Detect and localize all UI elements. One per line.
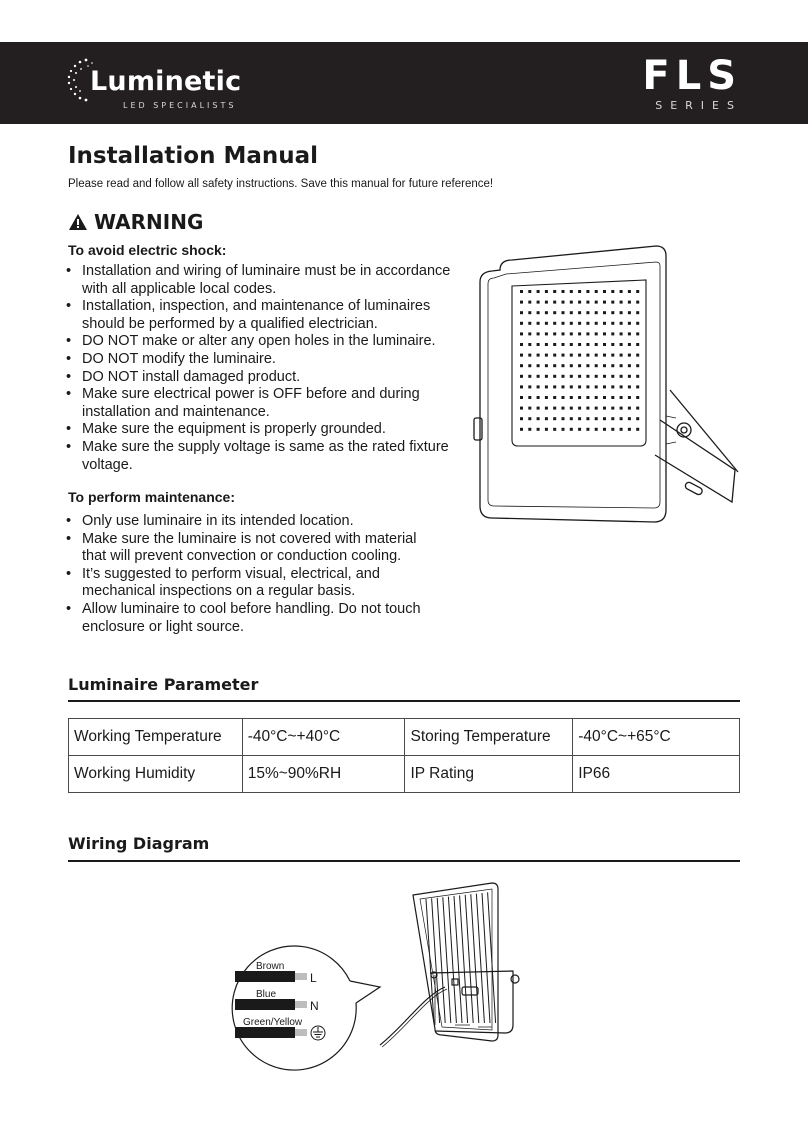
warning-heading bbox=[68, 210, 203, 234]
led-dot bbox=[545, 322, 548, 325]
led-dot bbox=[528, 364, 531, 367]
led-dot bbox=[537, 396, 540, 399]
led-dot bbox=[545, 407, 548, 410]
led-dot bbox=[611, 301, 614, 304]
led-dot bbox=[570, 385, 573, 388]
led-dot bbox=[611, 343, 614, 346]
led-dot bbox=[562, 354, 565, 357]
brand-name: Luminetic bbox=[90, 66, 242, 97]
led-dot bbox=[562, 407, 565, 410]
led-dot bbox=[611, 354, 614, 357]
led-dot bbox=[603, 364, 606, 367]
led-dot bbox=[611, 290, 614, 293]
list-item: • Only use luminaire in its intended location. bbox=[64, 513, 444, 531]
led-dot bbox=[562, 343, 565, 346]
led-dot bbox=[520, 407, 523, 410]
led-dot bbox=[636, 322, 639, 325]
table-cell: IP66 bbox=[573, 756, 740, 793]
parameter-table bbox=[68, 718, 740, 793]
led-dot bbox=[586, 364, 589, 367]
page-subtitle: Please read and follow all safety instructions. Save this manual for future reference! bbox=[68, 178, 494, 190]
led-dot bbox=[636, 343, 639, 346]
led-dot bbox=[578, 417, 581, 420]
led-dot bbox=[620, 354, 623, 357]
list-item: • Installation, inspection, and maintenance of luminaires should be performed by a qualified electrician. bbox=[64, 298, 454, 333]
led-dot bbox=[611, 407, 614, 410]
led-dot bbox=[586, 385, 589, 388]
led-dot bbox=[595, 332, 598, 335]
led-dot bbox=[628, 385, 631, 388]
led-dot bbox=[620, 417, 623, 420]
led-dot bbox=[628, 375, 631, 378]
led-dot bbox=[578, 385, 581, 388]
led-dot bbox=[595, 290, 598, 293]
led-dot bbox=[537, 428, 540, 431]
led-dot bbox=[578, 364, 581, 367]
led-dot bbox=[636, 417, 639, 420]
led-dot bbox=[562, 322, 565, 325]
led-dot bbox=[620, 332, 623, 335]
led-dot bbox=[611, 311, 614, 314]
led-dot bbox=[578, 375, 581, 378]
led-dot bbox=[611, 428, 614, 431]
led-dot bbox=[636, 375, 639, 378]
table-cell: Working Temperature bbox=[69, 719, 243, 756]
led-dot bbox=[520, 322, 523, 325]
parameter-heading: Luminaire Parameter bbox=[68, 675, 259, 694]
led-dot bbox=[620, 290, 623, 293]
green-yellow-wire bbox=[235, 1027, 295, 1038]
series-label: SERIES bbox=[655, 99, 742, 112]
led-dot bbox=[628, 322, 631, 325]
led-dot bbox=[595, 428, 598, 431]
led-dot bbox=[570, 417, 573, 420]
led-dot bbox=[611, 375, 614, 378]
led-dot bbox=[628, 364, 631, 367]
table-cell: Storing Temperature bbox=[405, 719, 573, 756]
led-dot bbox=[553, 301, 556, 304]
led-dot bbox=[553, 385, 556, 388]
led-dot bbox=[611, 322, 614, 325]
blue-wire bbox=[235, 999, 295, 1010]
led-dot bbox=[553, 290, 556, 293]
led-dot bbox=[620, 311, 623, 314]
led-dot bbox=[520, 375, 523, 378]
wiring-diagram bbox=[230, 875, 540, 1075]
led-dot bbox=[562, 311, 565, 314]
led-dot bbox=[553, 332, 556, 335]
led-dot bbox=[528, 290, 531, 293]
led-dot bbox=[620, 407, 623, 410]
led-dot bbox=[545, 343, 548, 346]
series-name: FLS bbox=[642, 53, 742, 99]
led-dot bbox=[562, 301, 565, 304]
led-dot bbox=[562, 290, 565, 293]
led-dot bbox=[520, 290, 523, 293]
led-dot bbox=[595, 375, 598, 378]
led-dot bbox=[553, 407, 556, 410]
led-dot bbox=[553, 428, 556, 431]
led-dot bbox=[562, 375, 565, 378]
led-dot bbox=[570, 322, 573, 325]
led-dot bbox=[553, 375, 556, 378]
led-dot bbox=[528, 407, 531, 410]
led-dot bbox=[537, 364, 540, 367]
led-dot bbox=[570, 311, 573, 314]
led-dot bbox=[636, 311, 639, 314]
led-dot bbox=[603, 332, 606, 335]
led-dot bbox=[636, 354, 639, 357]
maintenance-list bbox=[64, 513, 444, 636]
wire-label: Blue bbox=[256, 989, 277, 1000]
led-dot bbox=[545, 311, 548, 314]
list-item: • Make sure electrical power is OFF before and during installation and maintenance. bbox=[64, 386, 454, 421]
led-dot bbox=[528, 428, 531, 431]
led-dot bbox=[562, 385, 565, 388]
list-item: • Make sure the equipment is properly grounded. bbox=[64, 421, 454, 439]
led-dot bbox=[537, 375, 540, 378]
led-dot bbox=[611, 332, 614, 335]
led-dot bbox=[628, 396, 631, 399]
led-dot bbox=[628, 407, 631, 410]
led-dot bbox=[628, 354, 631, 357]
led-dot bbox=[570, 332, 573, 335]
led-dot bbox=[528, 354, 531, 357]
led-dot bbox=[570, 428, 573, 431]
warning-triangle-icon bbox=[68, 213, 88, 231]
led-dot bbox=[586, 396, 589, 399]
led-dot bbox=[545, 354, 548, 357]
led-dot bbox=[537, 332, 540, 335]
list-item: • It’s suggested to perform visual, electrical, and mechanical inspections on a regular basis. bbox=[64, 566, 444, 601]
floodlight-illustration bbox=[470, 240, 750, 540]
led-dot bbox=[537, 311, 540, 314]
led-dot bbox=[528, 311, 531, 314]
led-dot bbox=[586, 332, 589, 335]
led-dot bbox=[545, 428, 548, 431]
led-dot bbox=[603, 417, 606, 420]
led-dot bbox=[578, 301, 581, 304]
maintenance-heading: To perform maintenance: bbox=[68, 489, 235, 505]
led-dot bbox=[528, 343, 531, 346]
led-dot bbox=[545, 290, 548, 293]
led-dot bbox=[570, 354, 573, 357]
led-dot bbox=[578, 428, 581, 431]
led-dot bbox=[578, 290, 581, 293]
led-dot bbox=[553, 311, 556, 314]
shock-list bbox=[64, 263, 454, 474]
led-dot bbox=[620, 343, 623, 346]
led-dot bbox=[595, 343, 598, 346]
led-dot bbox=[603, 301, 606, 304]
table-row bbox=[69, 719, 740, 756]
led-dot bbox=[628, 343, 631, 346]
led-dot bbox=[528, 375, 531, 378]
terminal-label: L bbox=[310, 971, 317, 985]
led-dot bbox=[595, 322, 598, 325]
led-dot bbox=[578, 332, 581, 335]
table-cell: -40°C~+65°C bbox=[573, 719, 740, 756]
brand-tagline: LED SPECIALISTS bbox=[123, 101, 237, 110]
shock-heading: To avoid electric shock: bbox=[68, 242, 227, 258]
led-dot bbox=[570, 375, 573, 378]
led-dot bbox=[595, 417, 598, 420]
led-dot bbox=[586, 417, 589, 420]
led-dot bbox=[537, 322, 540, 325]
led-dot bbox=[553, 396, 556, 399]
led-dot bbox=[603, 396, 606, 399]
led-dot bbox=[603, 375, 606, 378]
led-dot bbox=[537, 354, 540, 357]
led-dot bbox=[611, 385, 614, 388]
led-dot bbox=[520, 354, 523, 357]
divider bbox=[68, 860, 740, 862]
led-dot bbox=[586, 311, 589, 314]
led-dot bbox=[553, 354, 556, 357]
led-dot bbox=[595, 301, 598, 304]
led-dot bbox=[570, 290, 573, 293]
led-dot bbox=[595, 385, 598, 388]
led-dot bbox=[586, 375, 589, 378]
led-dot bbox=[545, 375, 548, 378]
led-dot bbox=[528, 301, 531, 304]
led-dot bbox=[578, 343, 581, 346]
led-dot bbox=[578, 407, 581, 410]
led-dot bbox=[528, 396, 531, 399]
led-dot bbox=[636, 396, 639, 399]
led-dot bbox=[636, 364, 639, 367]
list-item: • DO NOT install damaged product. bbox=[64, 369, 454, 387]
wire-label: Green/Yellow bbox=[243, 1017, 303, 1028]
led-dot bbox=[545, 396, 548, 399]
led-dot bbox=[611, 364, 614, 367]
list-item: • DO NOT modify the luminaire. bbox=[64, 351, 454, 369]
led-dot bbox=[611, 396, 614, 399]
led-dot bbox=[520, 364, 523, 367]
led-dot bbox=[603, 428, 606, 431]
led-dot bbox=[520, 301, 523, 304]
led-dot bbox=[537, 290, 540, 293]
led-dot bbox=[520, 396, 523, 399]
led-dot bbox=[553, 343, 556, 346]
led-dot bbox=[586, 407, 589, 410]
led-dot bbox=[603, 343, 606, 346]
led-dot bbox=[620, 322, 623, 325]
led-dot bbox=[570, 364, 573, 367]
led-dot bbox=[628, 417, 631, 420]
led-dot bbox=[628, 290, 631, 293]
led-dot bbox=[586, 354, 589, 357]
table-cell: -40°C~+40°C bbox=[242, 719, 405, 756]
led-dot bbox=[586, 322, 589, 325]
led-dot bbox=[553, 364, 556, 367]
led-dot bbox=[528, 322, 531, 325]
led-dot bbox=[636, 428, 639, 431]
wiring-heading: Wiring Diagram bbox=[68, 834, 210, 853]
led-dot bbox=[578, 311, 581, 314]
led-dot bbox=[562, 396, 565, 399]
page-title: Installation Manual bbox=[68, 143, 319, 169]
led-dot bbox=[620, 364, 623, 367]
led-dot bbox=[537, 385, 540, 388]
led-dot bbox=[595, 407, 598, 410]
led-dot bbox=[537, 407, 540, 410]
led-dot bbox=[562, 428, 565, 431]
led-dot bbox=[628, 301, 631, 304]
led-dot bbox=[586, 290, 589, 293]
led-dot bbox=[553, 322, 556, 325]
led-dot bbox=[603, 311, 606, 314]
led-dot bbox=[620, 428, 623, 431]
led-dot bbox=[628, 311, 631, 314]
led-dot bbox=[520, 428, 523, 431]
led-dot bbox=[520, 385, 523, 388]
led-dot bbox=[570, 407, 573, 410]
list-item: • Make sure the luminaire is not covered with material that will prevent convection or conduction cooling. bbox=[64, 531, 444, 566]
led-dot bbox=[595, 354, 598, 357]
led-dot bbox=[620, 385, 623, 388]
led-dot bbox=[537, 417, 540, 420]
led-dot bbox=[562, 417, 565, 420]
led-dot bbox=[520, 332, 523, 335]
ground-icon bbox=[311, 1026, 325, 1040]
table-cell: Working Humidity bbox=[69, 756, 243, 793]
list-item: • Allow luminaire to cool before handling. Do not touch enclosure or light source. bbox=[64, 601, 444, 636]
led-dot bbox=[537, 343, 540, 346]
led-dot bbox=[636, 385, 639, 388]
led-dot bbox=[603, 354, 606, 357]
led-dot bbox=[570, 343, 573, 346]
brown-wire bbox=[235, 971, 295, 982]
led-dot bbox=[620, 301, 623, 304]
led-dot bbox=[570, 301, 573, 304]
led-dot bbox=[595, 311, 598, 314]
terminal-label: N bbox=[310, 999, 319, 1013]
led-dot bbox=[578, 354, 581, 357]
led-dot bbox=[537, 301, 540, 304]
led-dot bbox=[545, 364, 548, 367]
led-dot bbox=[528, 332, 531, 335]
list-item: • Installation and wiring of luminaire must be in accordance with all applicable local codes. bbox=[64, 263, 454, 298]
led-dot bbox=[595, 364, 598, 367]
led-dot bbox=[636, 301, 639, 304]
led-dot bbox=[578, 322, 581, 325]
table-cell: 15%~90%RH bbox=[242, 756, 405, 793]
led-dot bbox=[545, 417, 548, 420]
led-dot bbox=[578, 396, 581, 399]
led-dot bbox=[586, 301, 589, 304]
led-dot bbox=[520, 417, 523, 420]
table-row bbox=[69, 756, 740, 793]
led-dot bbox=[528, 417, 531, 420]
led-dot bbox=[628, 428, 631, 431]
led-dot bbox=[562, 332, 565, 335]
list-item: • DO NOT make or alter any open holes in the luminaire. bbox=[64, 333, 454, 351]
led-dot bbox=[611, 417, 614, 420]
led-dot bbox=[562, 364, 565, 367]
led-dot bbox=[628, 332, 631, 335]
led-dot bbox=[520, 311, 523, 314]
led-dot bbox=[603, 385, 606, 388]
led-dot bbox=[586, 428, 589, 431]
led-dot bbox=[636, 332, 639, 335]
led-dot bbox=[553, 417, 556, 420]
led-dot bbox=[528, 385, 531, 388]
led-dot bbox=[570, 396, 573, 399]
led-dot bbox=[620, 396, 623, 399]
led-dot bbox=[603, 290, 606, 293]
led-dot bbox=[603, 322, 606, 325]
table-cell: IP Rating bbox=[405, 756, 573, 793]
warning-label: WARNING bbox=[94, 210, 204, 234]
list-item: • Make sure the supply voltage is same as the rated fixture voltage. bbox=[64, 439, 454, 474]
divider bbox=[68, 700, 740, 702]
led-dot bbox=[545, 385, 548, 388]
led-dot bbox=[545, 332, 548, 335]
led-dot bbox=[586, 343, 589, 346]
led-dot bbox=[636, 290, 639, 293]
led-dot bbox=[520, 343, 523, 346]
led-dot bbox=[636, 407, 639, 410]
led-dot bbox=[545, 301, 548, 304]
led-dot bbox=[595, 396, 598, 399]
led-dot bbox=[603, 407, 606, 410]
wire-label: Brown bbox=[256, 961, 285, 972]
led-dot bbox=[620, 375, 623, 378]
